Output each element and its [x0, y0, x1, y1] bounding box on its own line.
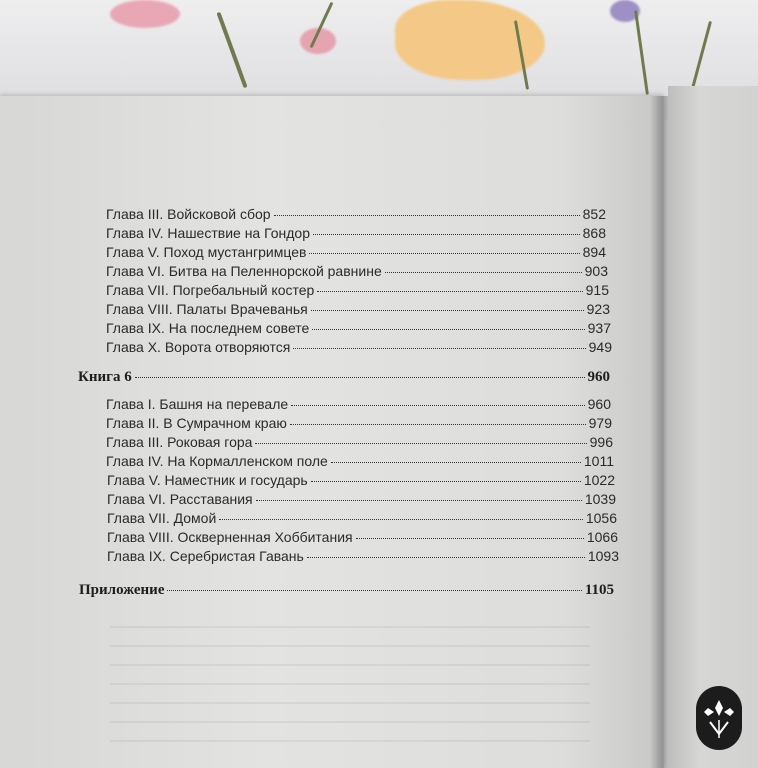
leader-dots [219, 519, 583, 520]
open-book [0, 96, 758, 768]
toc-row [106, 434, 613, 450]
chapter-title: Глава II. В Сумрачном краю [106, 415, 287, 431]
leader-dots [309, 253, 579, 254]
leader-dots [167, 590, 581, 591]
page-number: 868 [582, 225, 606, 241]
leader-dots [385, 272, 582, 273]
page-number: 923 [586, 301, 610, 317]
page-number: 894 [582, 244, 606, 260]
leader-dots [313, 234, 580, 235]
leader-dots [293, 348, 585, 349]
show-through-text [110, 626, 590, 756]
page-number: 1066 [586, 529, 618, 545]
page-number: 915 [585, 282, 609, 298]
leader-dots [291, 405, 584, 406]
toc-row [106, 225, 606, 241]
leader-dots [331, 462, 581, 463]
chapter-title: Глава IV. Нашествие на Гондор [106, 225, 310, 241]
leader-dots [135, 377, 585, 378]
page-number: 1039 [584, 491, 616, 507]
page-number: 996 [589, 434, 613, 450]
right-page [668, 86, 758, 768]
leader-dots [274, 215, 580, 216]
page-number: 960 [587, 369, 610, 385]
toc-row [107, 548, 619, 564]
chapter-title: Глава III. Войсковой сбор [106, 206, 271, 222]
page-number: 1011 [583, 453, 614, 469]
page-number: 937 [587, 320, 611, 336]
leader-dots [255, 443, 586, 444]
stem [691, 21, 712, 89]
page-number: 979 [588, 415, 612, 431]
chapter-title: Глава I. Башня на перевале [106, 396, 289, 412]
page-number: 1093 [587, 548, 619, 564]
chapter-title: Глава VIII. Палаты Врачеванья [106, 301, 308, 317]
chapter-title: Глава VII. Домой [107, 510, 217, 526]
toc-row [106, 339, 612, 355]
chapter-title: Глава IX. На последнем совете [106, 320, 310, 336]
leader-dots [311, 481, 581, 482]
pink-flower [110, 0, 180, 28]
chapter-title: Глава VI. Битва на Пеленнорской равнине [106, 263, 382, 279]
chapter-title: Глава III. Роковая гора [106, 434, 253, 450]
appendix-title: Приложение [79, 582, 165, 598]
leader-dots [290, 424, 586, 425]
toc-row [107, 529, 618, 545]
chapter-title: Глава IX. Серебристая Гавань [107, 548, 304, 564]
chapter-title: Глава V. Наместник и государь [107, 472, 308, 488]
page-number: 903 [584, 263, 608, 279]
leader-dots [307, 557, 585, 558]
page-number: 949 [588, 339, 612, 355]
book-title: Книга 6 [78, 369, 132, 385]
toc-row [107, 491, 616, 507]
leader-dots [356, 538, 584, 539]
chapter-title: Глава IV. На Кормалленском поле [106, 453, 328, 469]
page-number: 852 [582, 206, 606, 222]
stem [216, 12, 247, 89]
watermark-badge [696, 686, 742, 750]
toc-book-row [78, 369, 610, 386]
chapter-title: Глава X. Ворота отворяются [106, 339, 291, 355]
toc-row [106, 206, 606, 222]
toc-row [106, 301, 610, 317]
toc-row [106, 396, 611, 412]
leader-dots [317, 291, 582, 292]
toc-row [106, 244, 606, 260]
ornament-icon [696, 686, 742, 750]
chapter-title: Глава VII. Погребальный костер [106, 282, 315, 298]
toc-row [106, 282, 609, 298]
toc-row [107, 510, 617, 526]
leader-dots [256, 500, 582, 501]
page-number: 1105 [584, 582, 614, 598]
page-number: 1056 [585, 510, 617, 526]
leader-dots [312, 329, 584, 330]
page-number: 960 [587, 396, 611, 412]
chapter-title: Глава VI. Расставания [107, 491, 253, 507]
toc-row [107, 472, 615, 488]
toc-appendix-row [79, 582, 614, 599]
chapter-title: Глава V. Поход мустангримцев [106, 244, 307, 260]
toc-row [106, 263, 608, 279]
toc-row [106, 453, 614, 469]
page-number: 1022 [583, 472, 615, 488]
toc-row [106, 415, 612, 431]
chapter-title: Глава VIII. Оскверненная Хоббитания [107, 529, 353, 545]
stem [634, 10, 649, 95]
leader-dots [311, 310, 584, 311]
toc-row [106, 320, 611, 336]
